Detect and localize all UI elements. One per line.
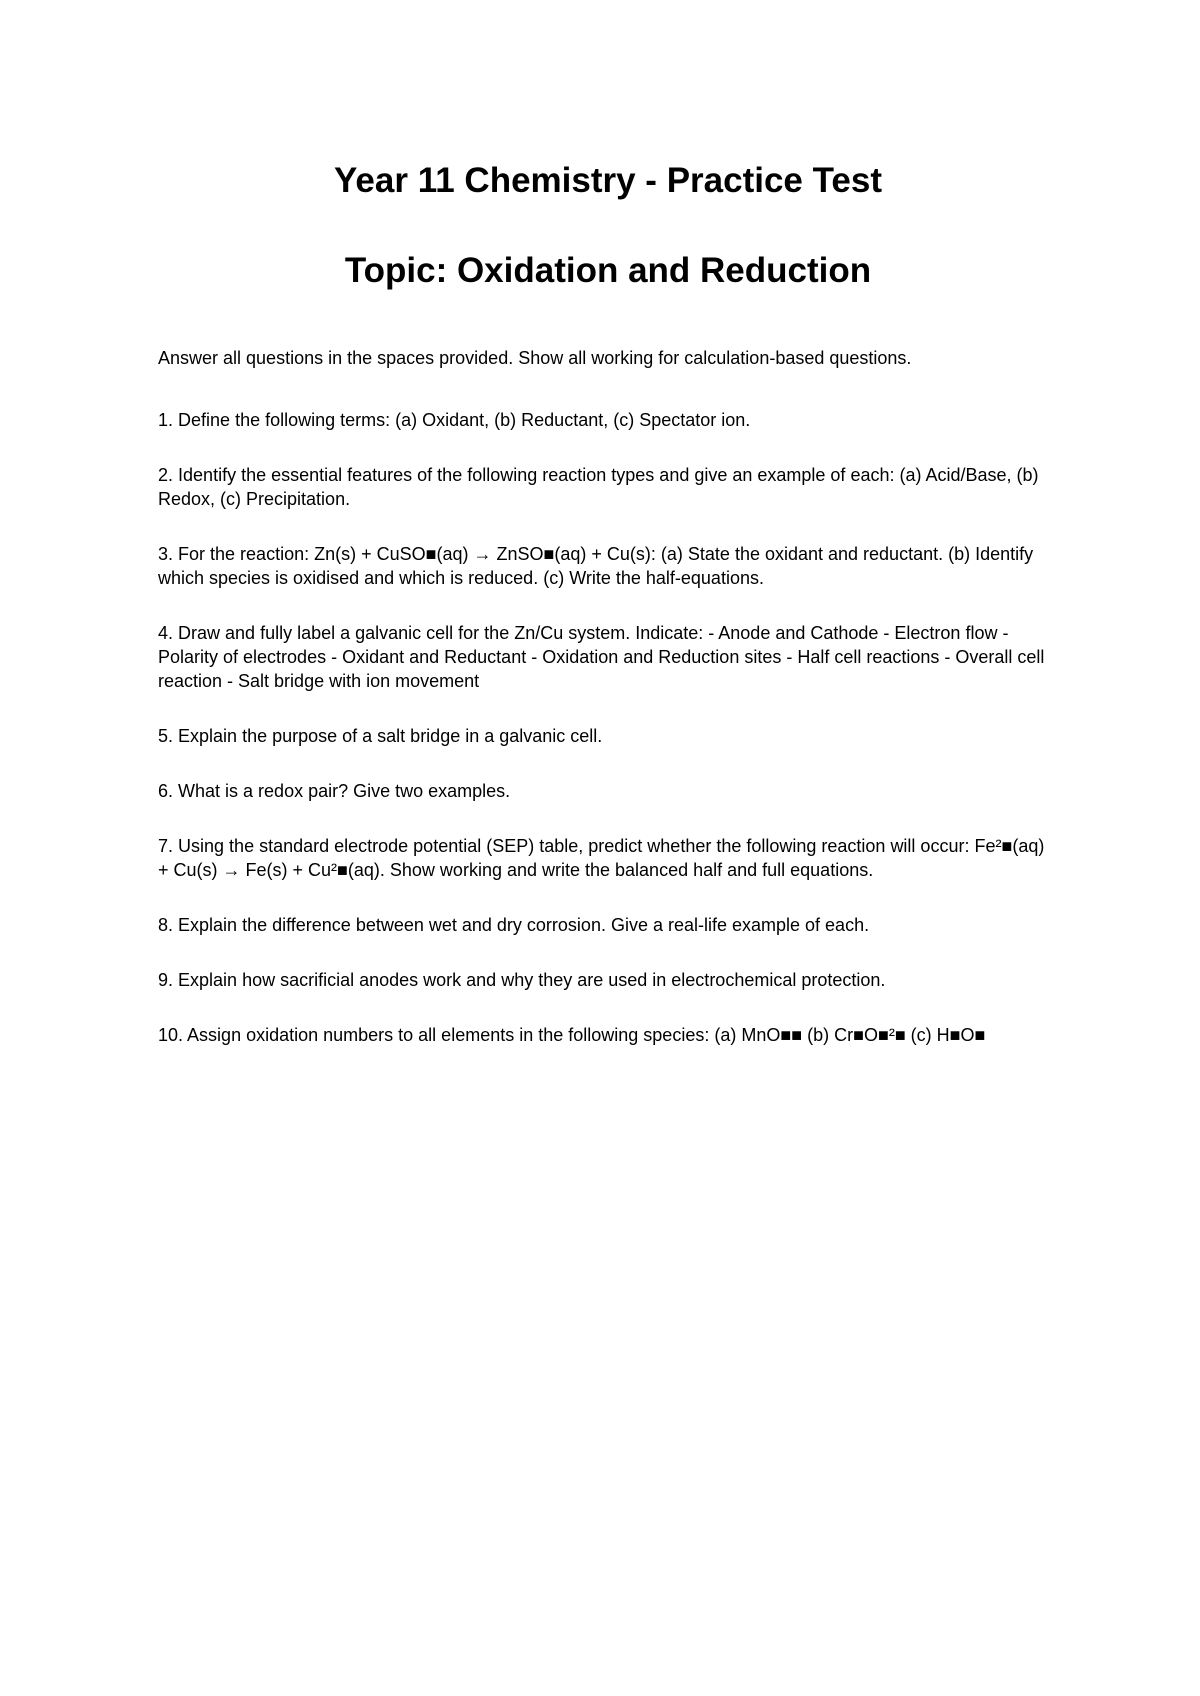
question-number: 8. [158,915,174,935]
question-text: Explain the difference between wet and dry corrosion. Give a real-life example of each. [178,915,870,935]
question-text: What is a redox pair? Give two examples. [178,781,511,801]
question-item [158,542,1058,590]
question-item [158,463,1058,511]
question-text: Identify the essential features of the following reaction types and give an example of each: (a) Acid/Base, (b) Redox, (c) Precipitation. [158,465,1039,509]
question-number: 9. [158,970,174,990]
question-item [158,408,1058,432]
question-item [158,724,1058,748]
question-item [158,621,1058,693]
document-topic: Topic: Oxidation and Reduction [344,251,872,290]
question-text: Assign oxidation numbers to all elements in the following species: (a) MnO■■ (b) Cr■O■²■ (c) H■O■ [187,1025,986,1045]
question-item [158,1023,1058,1047]
question-text: Draw and fully label a galvanic cell for the Zn/Cu system. Indicate: - Anode and Cathode - Electron flow - Polarity of electrodes - Oxidant and Reductant - Oxidation and Reduction sites - Half cell reactions - Overall cell reaction - Salt bridge with ion movement [158,623,1045,691]
question-item [158,834,1058,882]
question-text: Explain how sacrificial anodes work and why they are used in electrochemical protection. [178,970,886,990]
question-number: 7. [158,836,174,856]
question-number: 10. [158,1025,184,1045]
instructions-text: Answer all questions in the spaces provided. Show all working for calculation-based questions. [158,348,912,368]
question-number: 2. [158,465,174,485]
document-title: Year 11 Chemistry - Practice Test [334,161,882,200]
question-text: For the reaction: Zn(s) + CuSO■(aq) → ZnSO■(aq) + Cu(s): (a) State the oxidant and reductant. (b) Identify which species is oxidised and which is reduced. (c) Write the half-equations. [158,544,1034,588]
question-item [158,779,1058,803]
question-item [158,913,1058,937]
question-item [158,968,1058,992]
question-list [158,408,1058,1078]
question-text: Define the following terms: (a) Oxidant, (b) Reductant, (c) Spectator ion. [178,410,751,430]
question-number: 1. [158,410,174,430]
document-page [158,0,1058,1696]
question-number: 3. [158,544,174,564]
question-number: 5. [158,726,174,746]
question-number: 6. [158,781,174,801]
question-text: Using the standard electrode potential (SEP) table, predict whether the following reaction will occur: Fe²■(aq) + Cu(s) → Fe(s) + Cu²■(aq). Show working and write the balanced half and full equations. [158,836,1045,880]
question-text: Explain the purpose of a salt bridge in a galvanic cell. [178,726,603,746]
question-number: 4. [158,623,174,643]
